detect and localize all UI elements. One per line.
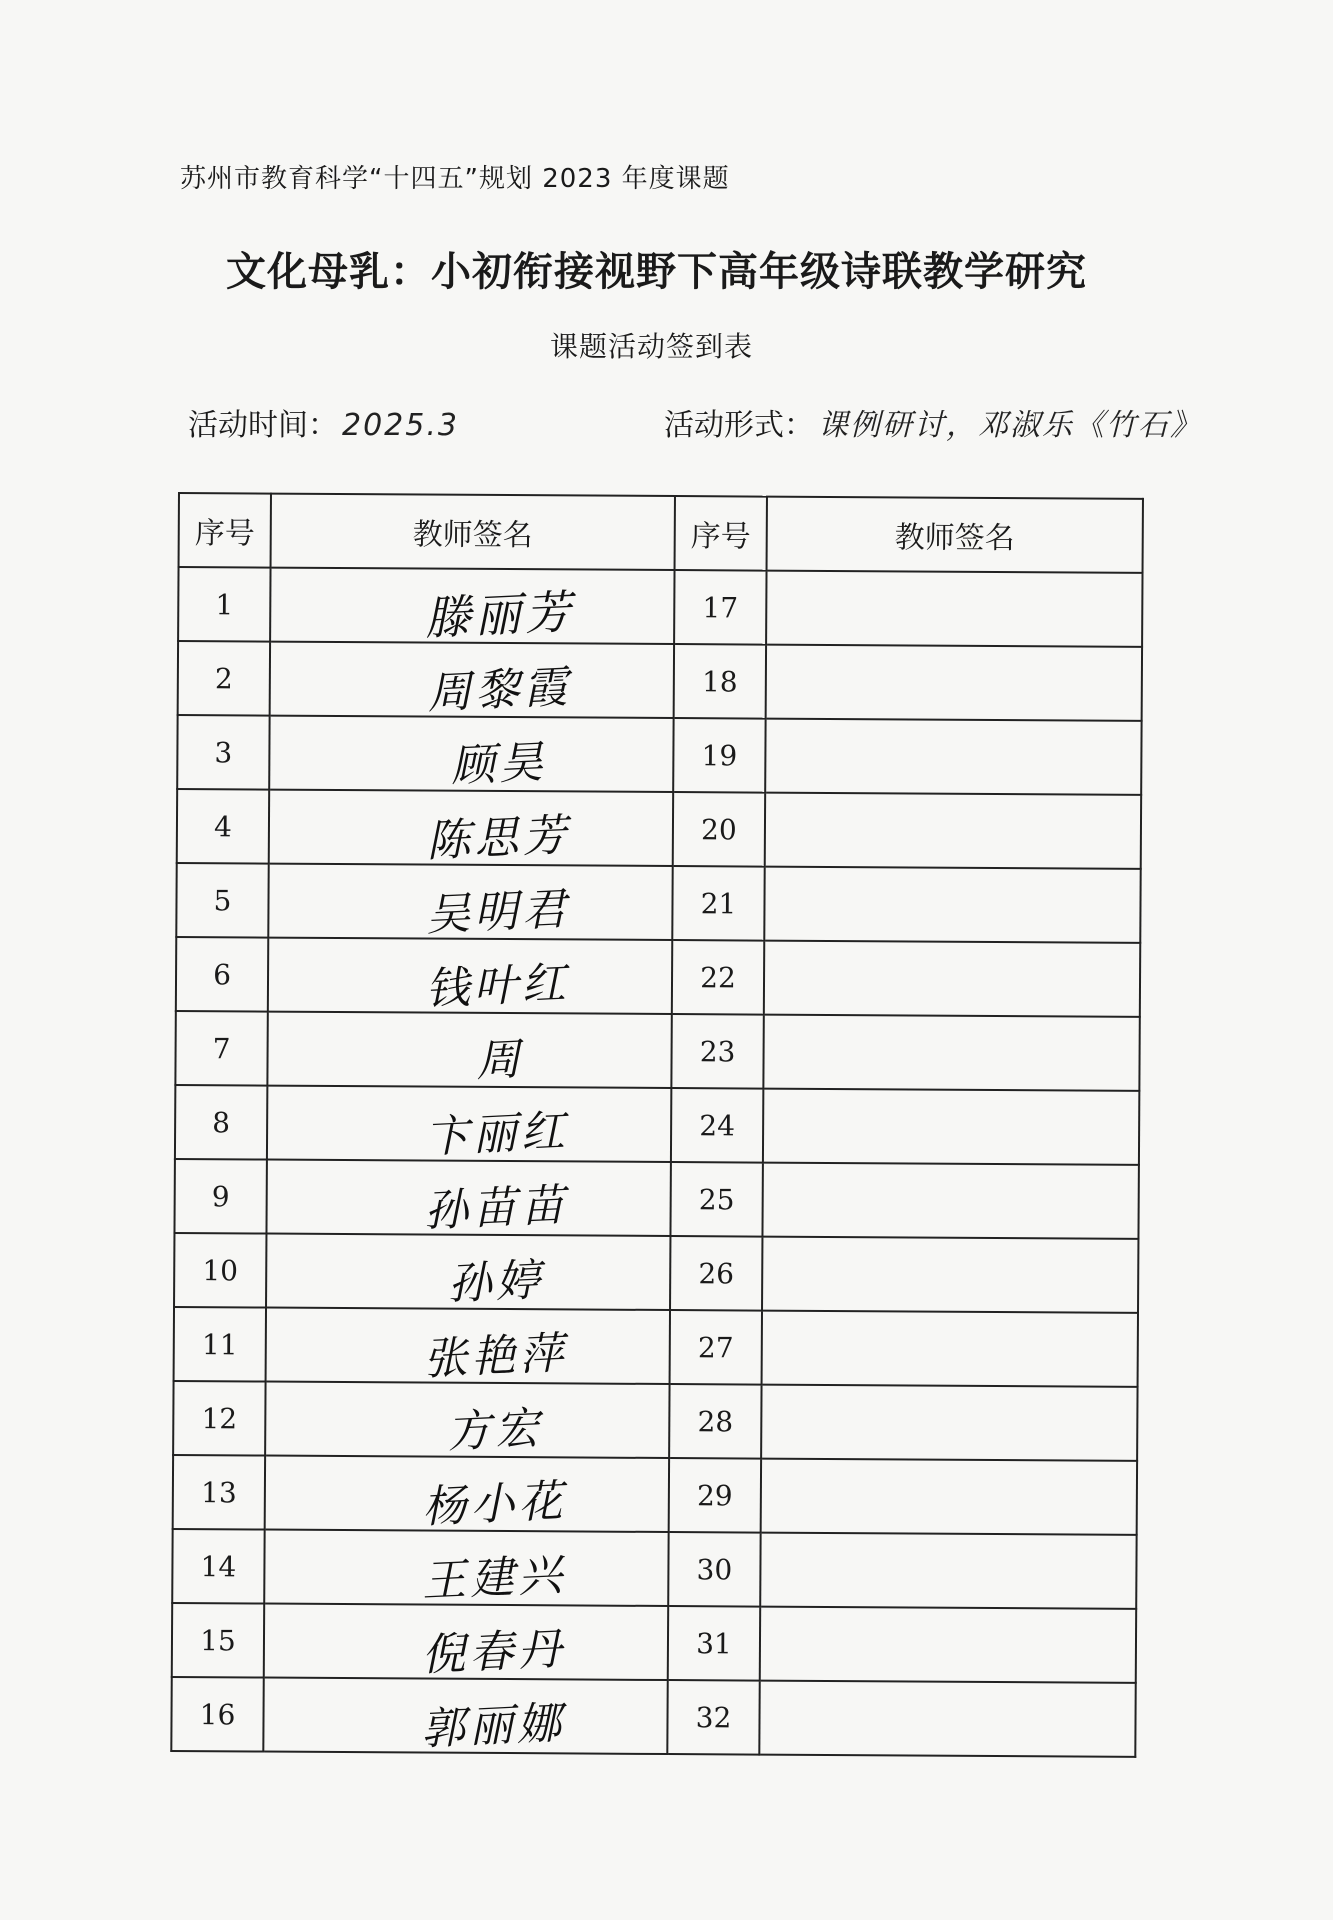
signature-cell-left	[267, 1086, 671, 1162]
signature-cell-left	[267, 1012, 671, 1088]
signature-cell-right	[765, 793, 1141, 869]
row-number-left: 3	[177, 715, 269, 790]
row-number-right: 18	[674, 644, 766, 719]
handwritten-signature: 孙苗苗	[423, 1179, 570, 1238]
signature-cell-left	[266, 1234, 670, 1310]
table-row	[173, 1381, 1137, 1461]
row-number-right: 29	[669, 1458, 761, 1533]
signature-cell-right	[764, 941, 1140, 1017]
sign-in-table	[170, 492, 1144, 1758]
signature-cell-left	[265, 1382, 669, 1458]
signature-cell-right	[762, 1163, 1138, 1239]
signature-cell-left	[264, 1604, 668, 1680]
table-row	[174, 1233, 1138, 1313]
signature-cell-right	[766, 571, 1142, 647]
row-number-left: 8	[175, 1085, 267, 1160]
table-row	[178, 641, 1142, 721]
row-number-right: 22	[672, 940, 764, 1015]
activity-form-value: 课例研讨，邓淑乐《竹石》	[818, 408, 1202, 443]
table-row	[175, 1011, 1139, 1091]
signature-cell-right	[762, 1237, 1138, 1313]
table-row	[177, 789, 1141, 869]
table-row	[176, 937, 1140, 1017]
row-number-right: 30	[668, 1532, 760, 1607]
table-row	[177, 715, 1141, 795]
row-number-left: 1	[178, 567, 270, 642]
row-number-right: 31	[668, 1606, 760, 1681]
row-number-right: 17	[674, 570, 766, 645]
row-number-right: 21	[672, 866, 764, 941]
row-number-left: 5	[176, 863, 268, 938]
table-row	[171, 1677, 1135, 1757]
header-number-right: 序号	[675, 496, 767, 571]
signature-cell-left	[270, 568, 674, 644]
row-number-right: 23	[671, 1014, 763, 1089]
activity-form	[664, 400, 1202, 444]
form-title: 课题活动签到表	[550, 330, 754, 363]
signature-cell-right	[760, 1607, 1136, 1683]
signature-cell-left	[268, 864, 672, 940]
table-row	[172, 1529, 1136, 1609]
signature-cell-left	[266, 1160, 670, 1236]
row-number-left: 13	[173, 1455, 265, 1530]
handwritten-signature: 周黎霞	[426, 661, 573, 720]
handwritten-signature: 方宏	[445, 1402, 544, 1459]
handwritten-signature: 杨小花	[421, 1475, 568, 1534]
handwritten-signature: 周	[474, 1033, 526, 1088]
signature-cell-left	[263, 1678, 667, 1754]
row-number-right: 19	[673, 718, 765, 793]
signature-cell-left	[269, 716, 673, 792]
row-number-right: 26	[670, 1236, 762, 1311]
activity-time-label: 活动时间：	[188, 408, 338, 443]
table-row	[175, 1085, 1139, 1165]
row-number-right: 28	[669, 1384, 761, 1459]
row-number-left: 16	[171, 1677, 263, 1752]
header-signature-right: 教师签名	[767, 497, 1143, 573]
signature-cell-left	[264, 1530, 668, 1606]
table-row	[178, 567, 1142, 647]
handwritten-signature: 卞丽红	[423, 1105, 570, 1164]
row-number-right: 24	[671, 1088, 763, 1163]
signature-cell-right	[761, 1385, 1137, 1461]
signature-cell-left	[269, 790, 673, 866]
row-number-left: 4	[177, 789, 269, 864]
activity-form-label: 活动形式：	[664, 408, 814, 443]
row-number-left: 2	[178, 641, 270, 716]
signature-cell-right	[763, 1089, 1139, 1165]
project-line: 苏州市教育科学“十四五”规划 2023 年度课题	[180, 164, 730, 194]
row-number-right: 27	[670, 1310, 762, 1385]
signature-cell-left	[266, 1308, 670, 1384]
row-number-left: 14	[172, 1529, 264, 1604]
row-number-right: 25	[670, 1162, 762, 1237]
main-title: 文化母乳：小初衔接视野下高年级诗联教学研究	[226, 249, 1087, 295]
row-number-left: 6	[176, 937, 268, 1012]
signature-cell-right	[761, 1459, 1137, 1535]
activity-time-value: 2025.3	[342, 408, 459, 443]
row-number-left: 9	[174, 1159, 266, 1234]
handwritten-signature: 张艳萍	[422, 1327, 569, 1386]
handwritten-signature: 倪春丹	[420, 1623, 567, 1682]
signature-cell-left	[265, 1456, 669, 1532]
handwritten-signature: 孙婷	[446, 1254, 545, 1311]
table-row	[176, 863, 1140, 943]
activity-time	[188, 400, 459, 444]
signature-cell-right	[759, 1681, 1135, 1757]
table-row	[174, 1159, 1138, 1239]
row-number-right: 32	[667, 1680, 759, 1755]
handwritten-signature: 钱叶红	[424, 957, 571, 1016]
table-row	[173, 1455, 1137, 1535]
handwritten-signature: 滕丽芳	[423, 584, 576, 646]
signature-cell-left	[270, 642, 674, 718]
handwritten-signature: 顾昊	[449, 736, 549, 793]
signature-cell-right	[762, 1311, 1138, 1387]
row-number-left: 12	[173, 1381, 265, 1456]
handwritten-signature: 陈思芳	[425, 809, 572, 868]
signature-cell-right	[765, 719, 1141, 795]
table-header-row	[179, 493, 1143, 573]
header-signature-left: 教师签名	[271, 494, 675, 570]
row-number-right: 20	[673, 792, 765, 867]
row-number-left: 10	[174, 1233, 266, 1308]
row-number-left: 15	[172, 1603, 264, 1678]
handwritten-signature: 郭丽娜	[419, 1697, 567, 1756]
table-row	[174, 1307, 1138, 1387]
header-number-left: 序号	[179, 493, 271, 568]
signature-cell-right	[764, 867, 1140, 943]
signature-cell-right	[763, 1015, 1139, 1091]
handwritten-signature: 王建兴	[420, 1549, 568, 1608]
table-row	[172, 1603, 1136, 1683]
signature-cell-right	[760, 1533, 1136, 1609]
signature-cell-left	[268, 938, 672, 1014]
row-number-left: 11	[174, 1307, 266, 1382]
handwritten-signature: 吴明君	[424, 883, 572, 942]
row-number-left: 7	[175, 1011, 267, 1086]
signature-cell-right	[766, 645, 1142, 721]
